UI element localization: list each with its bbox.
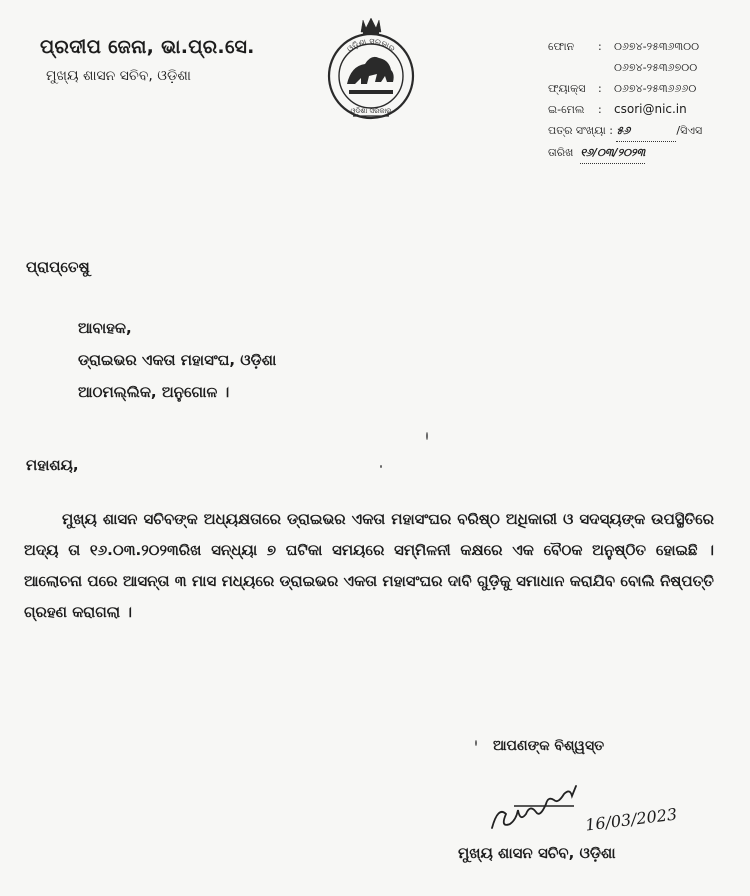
scan-speck bbox=[426, 432, 428, 440]
date-row bbox=[548, 142, 702, 164]
recipient-line-1: ଆବାହକ, bbox=[78, 319, 132, 337]
fax-label: ଫ୍ୟାକ୍ସ bbox=[548, 82, 586, 95]
letter-number-label: ପତ୍ର ସଂଖ୍ୟା bbox=[548, 124, 606, 137]
emblem-text-bottom: ଓଡ଼ିଶା ସରକାର bbox=[350, 107, 392, 115]
phone-number-1: ୦୬୭୪-୨୫୩୬୩୦୦ bbox=[614, 40, 700, 53]
phone-label: ଫୋନ bbox=[548, 40, 575, 53]
email-address: csori@nic.in bbox=[614, 102, 687, 116]
signature-date: 16/03/2023 bbox=[584, 804, 679, 835]
email-row: ଇ-ମେଲ : csori@nic.in bbox=[548, 99, 702, 120]
greeting: ମହାଶୟ, bbox=[26, 456, 79, 474]
sender-block bbox=[40, 36, 255, 84]
email-label: ଇ-ମେଲ bbox=[548, 103, 585, 116]
recipient-block bbox=[78, 312, 276, 408]
phone-number-2: ୦୬୭୪-୨୫୩୬୭୦୦ bbox=[614, 61, 698, 74]
fax-row: ଫ୍ୟାକ୍ସ : ୦୬୭୪-୨୫୩୬୬୬୦ bbox=[548, 78, 702, 99]
date-label: ତାରିଖ bbox=[548, 146, 574, 159]
emblem-text-top: ଓଡ଼ିଶା ସରକାର bbox=[345, 36, 397, 54]
letter-number-value: ୫୬ bbox=[616, 120, 676, 142]
closing: ଆପଣଙ୍କ ବିଶ୍ୱସ୍ତ bbox=[493, 738, 605, 754]
government-emblem-icon bbox=[325, 14, 417, 122]
phone-row-2 bbox=[548, 57, 702, 78]
letter-number-suffix: /ସିଏସ bbox=[676, 124, 703, 137]
sender-title: ମୁଖ୍ୟ ଶାସନ ସଚିବ, ଓଡ଼ିଶା bbox=[46, 68, 191, 84]
letter-number-row: ପତ୍ର ସଂଖ୍ୟା : ୫୬ /ସିଏସ bbox=[548, 120, 702, 142]
phone-row: ଫୋନ : ୦୬୭୪-୨୫୩୬୩୦୦ bbox=[548, 36, 702, 57]
sender-name: ପ୍ରଦୀପ ଜେନା, ଭା.ପ୍ର.ସେ. bbox=[40, 36, 255, 58]
date-value: ୧୬/୦୩/୨୦୨୩ bbox=[580, 142, 645, 164]
recipient-line-2: ଡ୍ରାଇଭର ଏକତା ମହାସଂଘ, ଓଡ଼ିଶା bbox=[78, 351, 277, 369]
signatory-title: ମୁଖ୍ୟ ଶାସନ ସଚିବ, ଓଡ଼ିଶା bbox=[458, 844, 616, 862]
fax-number: ୦୬୭୪-୨୫୩୬୬୬୦ bbox=[614, 82, 697, 95]
scan-speck bbox=[475, 740, 477, 746]
svg-text:ଓଡ଼ିଶା ସରକାର bbox=[345, 37, 396, 54]
letter-body: ମୁଖ୍ୟ ଶାସନ ସଚିବଙ୍କ ଅଧ୍ୟକ୍ଷତାରେ ଡ୍ରାଇଭର ଏକତା ମହାସଂଘର ବରିଷ୍ଠ ଅଧିକାରୀ ଓ ସଦସ୍ୟଙ୍କ ଉପସ୍ଥିତିରେ ଅଦ୍ୟ ତା ୧୬.୦୩.୨୦୨୩ରିଖ ସନ୍ଧ୍ୟା ୭ ଘଟିକା ସମୟରେ ସମ୍ମିଳନୀ କକ୍ଷରେ ଏକ ବୈଠକ ଅନୁଷ୍ଠିତ ହୋଇଛି । ଆଲୋଚନା ପରେ ଆସନ୍ତା ୩ ମାସ ମଧ୍ୟରେ ଡ୍ରାଇଭର ଏକତା ମହାସଂଘର ଦାବି ଗୁଡ଼ିକୁ ସମାଧାନ କରାଯିବ ବୋଲି ନିଷ୍ପତ୍ତି ଗ୍ରହଣ କରାଗଲା । bbox=[24, 510, 714, 621]
contact-block bbox=[548, 36, 702, 164]
salutation: ପ୍ରାପ୍ତେଷୁ bbox=[26, 258, 90, 276]
recipient-line-3: ଆଠମଲ୍ଲିକ, ଅନୁଗୋଳ । bbox=[78, 383, 230, 401]
scan-speck bbox=[380, 465, 382, 468]
